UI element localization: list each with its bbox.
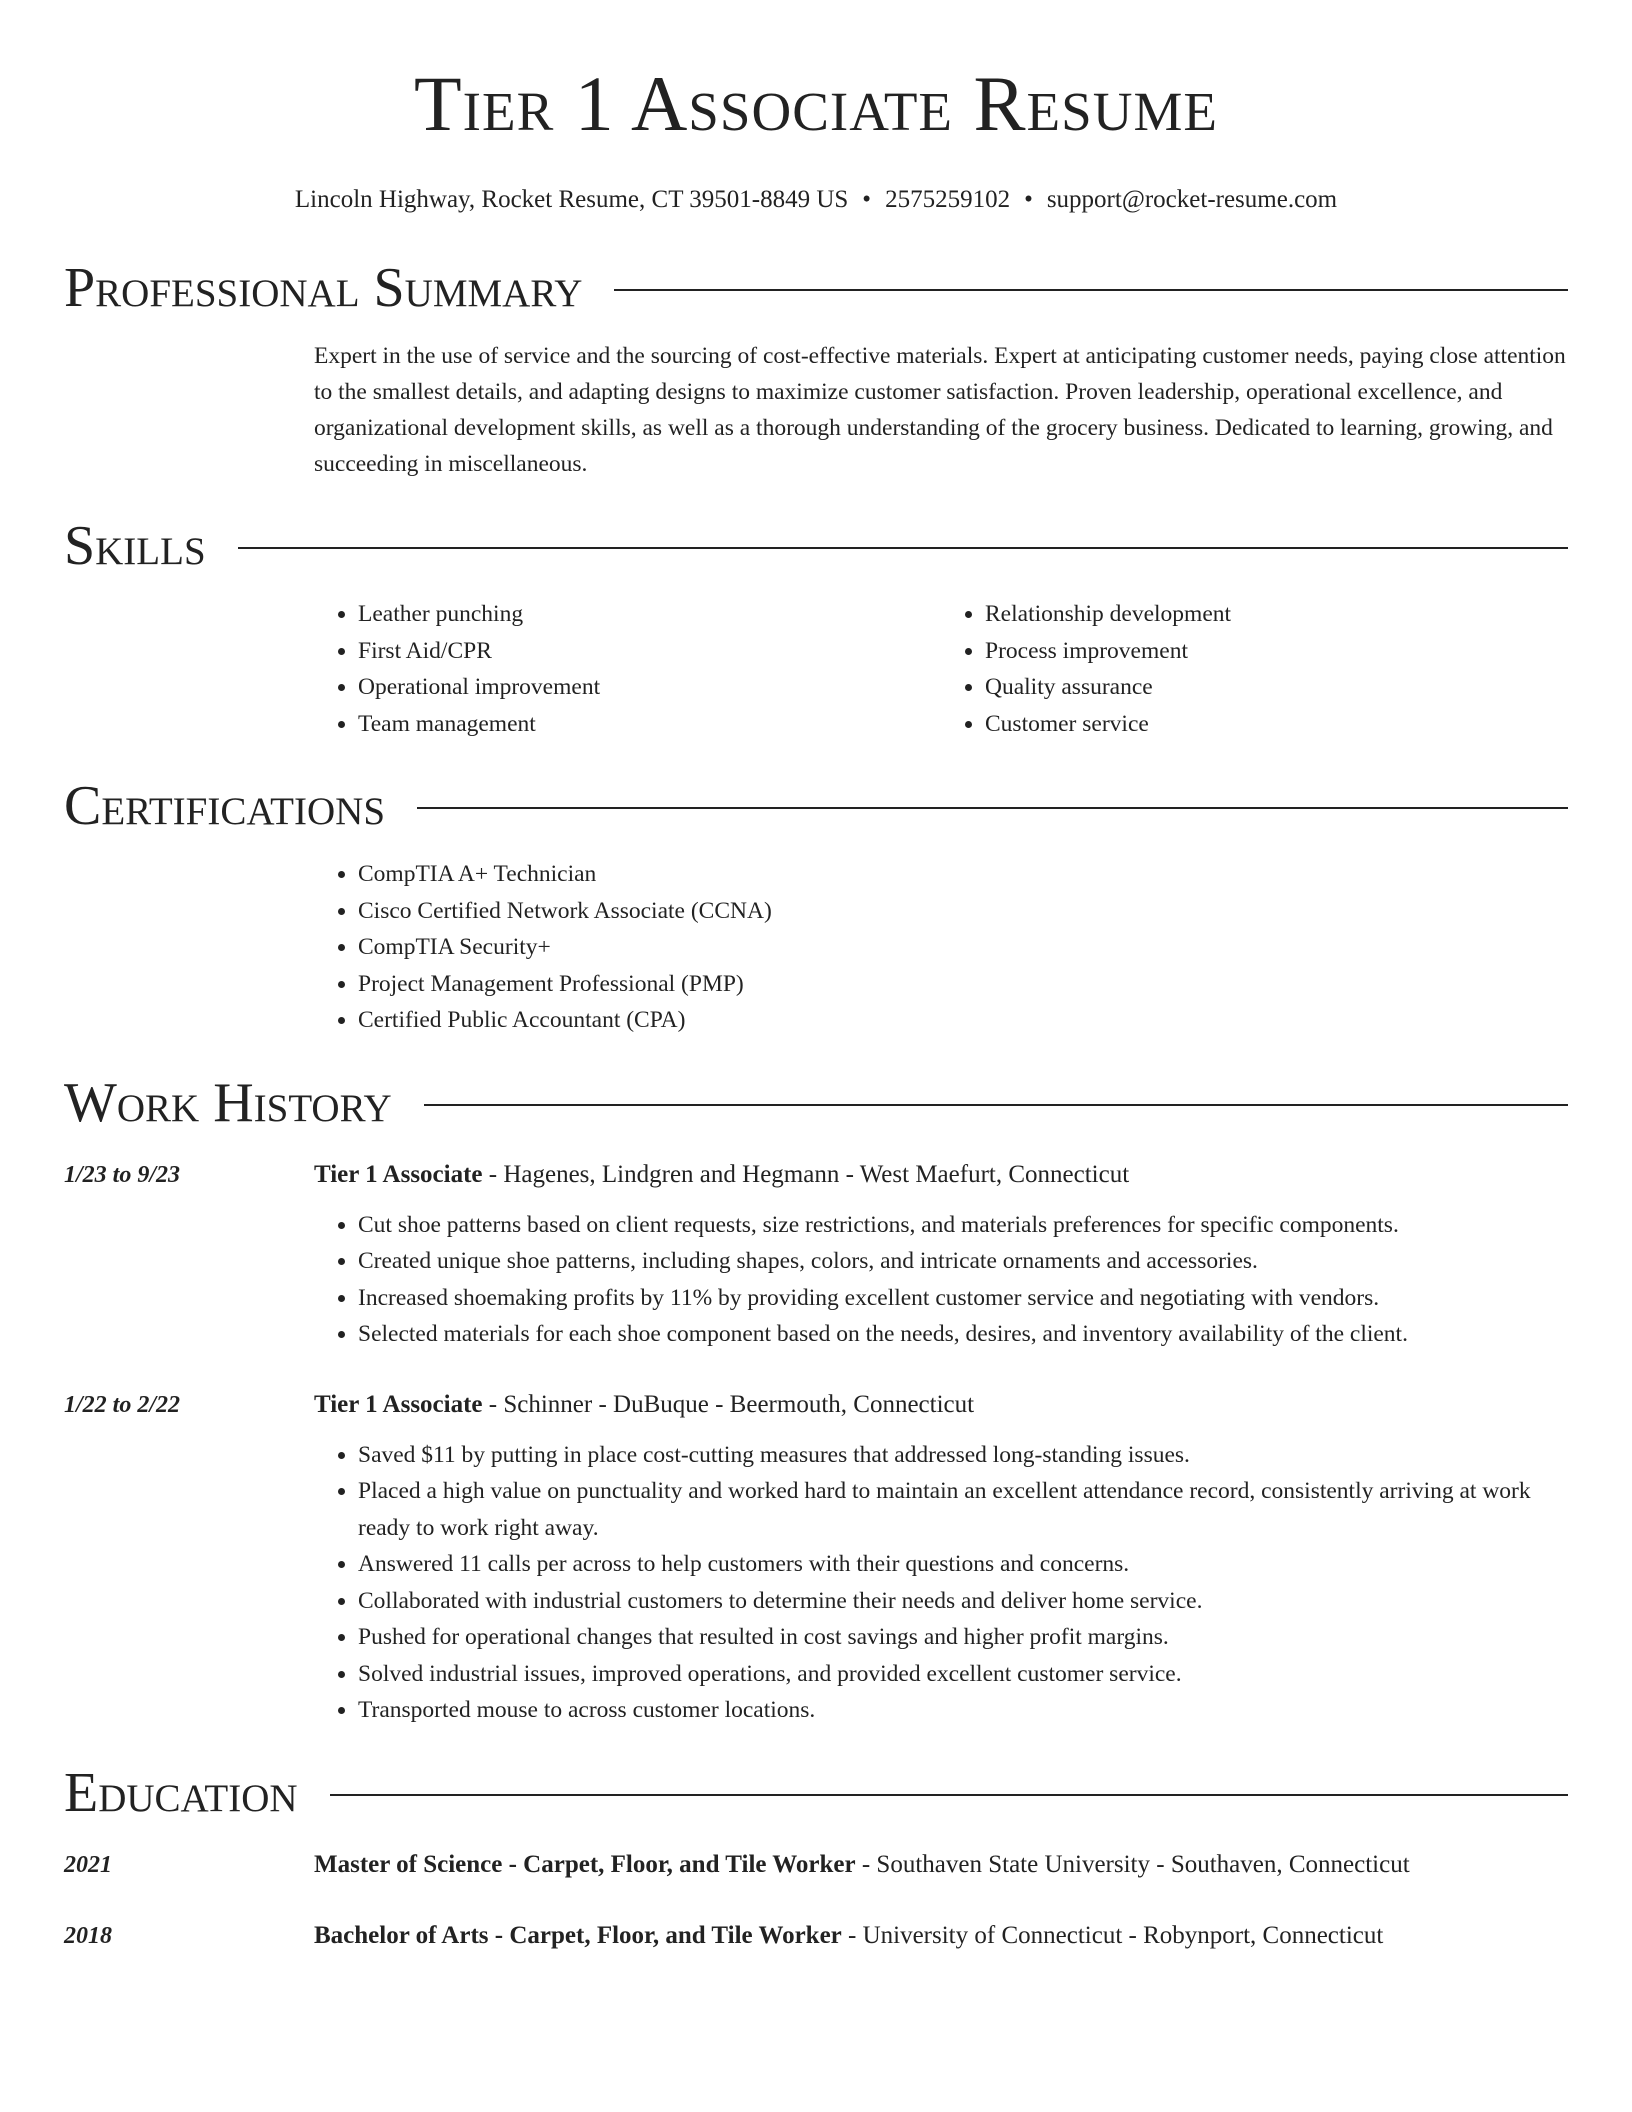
job-duty-item: • Placed a high value on punctuality and worked hard to maintain an excellent attendance record, consistently arriving at work ready to work right away.	[358, 1473, 1568, 1546]
summary-heading: Professional Summary	[64, 257, 583, 319]
education-year: 2018	[64, 1922, 112, 1949]
education-line	[314, 1918, 1383, 1954]
certification-item: • CompTIA A+ Technician	[358, 856, 1568, 893]
education-section-header	[64, 1755, 1568, 1831]
skill-item: • First Aid/CPR	[358, 633, 941, 670]
job-title: Tier 1 Associate	[314, 1160, 483, 1188]
skills-column-right	[941, 596, 1568, 742]
job-entry	[64, 1157, 1568, 1353]
skills-list	[314, 596, 1568, 742]
certifications-list	[314, 856, 1568, 1039]
job-employer: - Schinner - DuBuque - Beermouth, Connecticut	[482, 1390, 975, 1418]
education-heading: Education	[64, 1761, 298, 1824]
job-duty-item: • Selected materials for each shoe component based on the needs, desires, and inventory availability of the client.	[358, 1316, 1568, 1353]
job-duty-item: • Saved $11 by putting in place cost-cutting measures that addressed long-standing issues.	[358, 1437, 1568, 1474]
job-entry	[64, 1387, 1568, 1729]
education-degree: Master of Science - Carpet, Floor, and Tile Worker	[314, 1850, 856, 1878]
contact-phone: 2575259102	[885, 186, 1011, 213]
contact-separator: •	[862, 186, 872, 213]
job-duty-item: • Increased shoemaking profits by 11% by providing excellent customer service and negotiating with vendors.	[358, 1280, 1568, 1317]
certifications-heading: Certifications	[64, 775, 386, 837]
skill-item: • Customer service	[985, 706, 1568, 743]
education-entry	[64, 1847, 1568, 1883]
skill-item: • Quality assurance	[985, 669, 1568, 706]
job-dates: 1/23 to 9/23	[64, 1161, 181, 1188]
contact-address: Lincoln Highway, Rocket Resume, CT 39501-8849 US	[294, 186, 849, 213]
skill-item: • Operational improvement	[358, 669, 941, 706]
job-employer: - Hagenes, Lindgren and Hegmann - West Maefurt, Connecticut	[482, 1160, 1130, 1188]
education-degree: Bachelor of Arts - Carpet, Floor, and Tile Worker	[314, 1921, 842, 1949]
skill-item: • Process improvement	[985, 633, 1568, 670]
job-duty-item: • Solved industrial issues, improved operations, and provided excellent customer service.	[358, 1656, 1568, 1693]
job-duties	[314, 1207, 1568, 1353]
summary-section-header	[64, 250, 1568, 326]
education-line	[314, 1847, 1410, 1883]
education-school: - Southaven State University - Southaven, Connecticut	[855, 1850, 1410, 1878]
contact-line	[64, 184, 1568, 216]
skill-item: • Team management	[358, 706, 941, 743]
job-dates: 1/22 to 2/22	[64, 1391, 181, 1418]
skills-section-header	[64, 508, 1568, 584]
job-duty-item: • Cut shoe patterns based on client requests, size restrictions, and materials preferences for specific components.	[358, 1207, 1568, 1244]
job-title: Tier 1 Associate	[314, 1390, 483, 1418]
skills-column-left	[314, 596, 941, 742]
section-divider	[614, 289, 1568, 291]
job-duty-item: • Pushed for operational changes that resulted in cost savings and higher profit margins.	[358, 1619, 1568, 1656]
work-history-section-header	[64, 1065, 1568, 1141]
section-divider	[330, 1794, 1568, 1796]
skill-item: • Leather punching	[358, 596, 941, 633]
summary-text: Expert in the use of service and the sourcing of cost-effective materials. Expert at anticipating customer needs, paying close attention to the smallest details, and adapting designs to maximize customer satisfaction. Proven leadership, operational excellence, and organizational development skills, as well as a thorough understanding of the grocery business. Dedicated to learning, growing, and succeeding in miscellaneous.	[314, 343, 1566, 477]
contact-separator: •	[1024, 186, 1033, 213]
education-school: - University of Connecticut - Robynport, Connecticut	[841, 1921, 1384, 1949]
skill-item: • Relationship development	[985, 596, 1568, 633]
skills-heading: Skills	[64, 515, 206, 577]
certification-item: • Project Management Professional (PMP)	[358, 966, 1568, 1003]
education-year: 2021	[64, 1851, 112, 1878]
contact-email: support@rocket-resume.com	[1046, 186, 1338, 213]
certification-item: • Certified Public Accountant (CPA)	[358, 1002, 1568, 1039]
certification-item: • Cisco Certified Network Associate (CCNA)	[358, 893, 1568, 930]
job-duty-item: • Created unique shoe patterns, including shapes, colors, and intricate ornaments and accessories.	[358, 1243, 1568, 1280]
work-history-heading: Work History	[64, 1071, 392, 1134]
certification-item: • CompTIA Security+	[358, 929, 1568, 966]
section-divider	[424, 1104, 1568, 1106]
job-duties	[314, 1437, 1568, 1729]
resume-title: Tier 1 Associate Resume	[414, 60, 1218, 147]
job-title-line	[314, 1387, 1568, 1423]
job-duty-item: • Collaborated with industrial customers to determine their needs and deliver home service.	[358, 1583, 1568, 1620]
education-entry	[64, 1918, 1568, 1954]
job-duty-item: • Answered 11 calls per across to help customers with their questions and concerns.	[358, 1546, 1568, 1583]
job-title-line	[314, 1157, 1568, 1193]
section-divider	[417, 807, 1568, 809]
job-duty-item: • Transported mouse to across customer locations.	[358, 1692, 1568, 1729]
certifications-section-header	[64, 768, 1568, 844]
section-divider	[238, 547, 1568, 549]
